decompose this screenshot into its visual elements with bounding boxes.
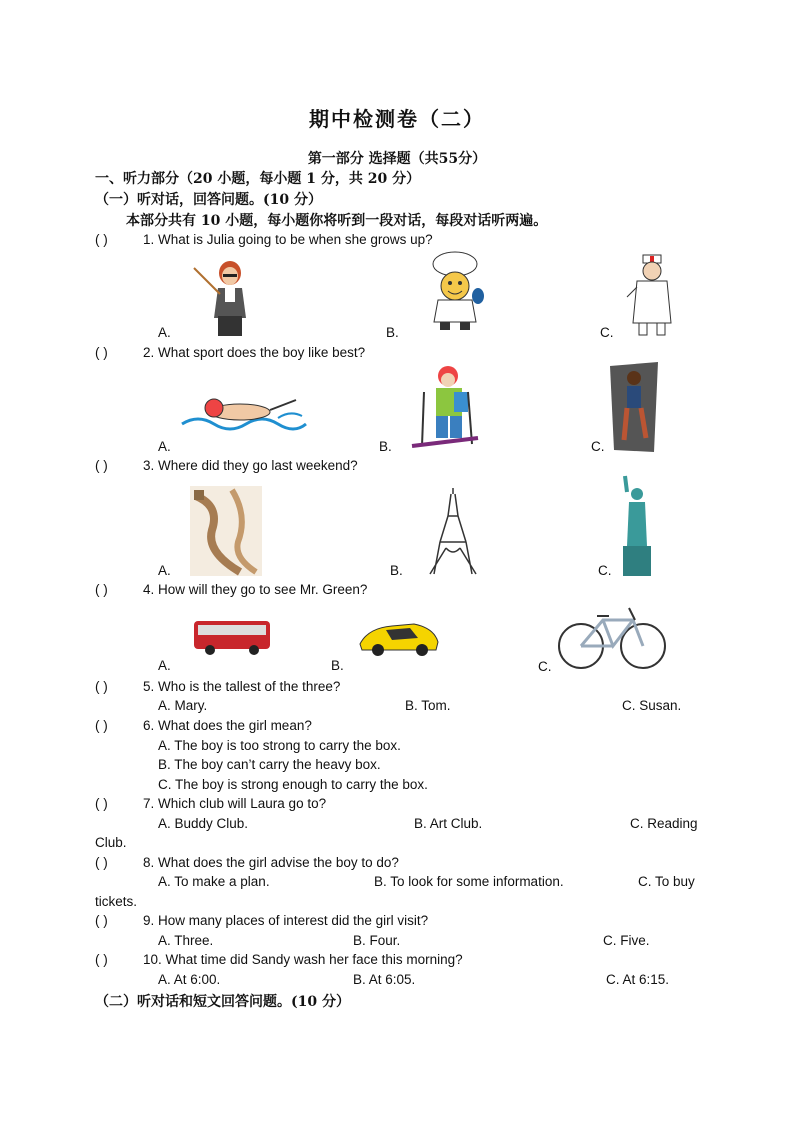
question-5: 5. Who is the tallest of the three?: [143, 679, 341, 694]
question-4: 4. How will they go to see Mr. Green?: [143, 582, 368, 597]
bicycle-picture: [557, 602, 667, 672]
great-wall-picture: [190, 486, 262, 576]
part-subtitle: 第一部分 选择题（共55分）: [307, 151, 487, 167]
option-c[interactable]: C.: [591, 439, 605, 454]
answer-bracket[interactable]: ( ): [95, 232, 108, 247]
part1-instruction: 本部分共有 10 小题，每小题你将听到一段对话，每段对话听两遍。: [126, 213, 548, 229]
option-c-continued: Club.: [95, 835, 127, 850]
option-b[interactable]: B. The boy can’t carry the heavy box.: [158, 757, 381, 772]
option-a[interactable]: A.: [158, 325, 171, 340]
option-b[interactable]: B.: [379, 439, 392, 454]
option-a[interactable]: A. Mary.: [158, 698, 208, 713]
eiffel-tower-picture: [426, 488, 480, 576]
option-c[interactable]: C. The boy is strong enough to carry the box.: [158, 777, 428, 792]
question-8: 8. What does the girl advise the boy to do?: [143, 855, 399, 870]
statue-of-liberty-picture: [615, 474, 659, 576]
page-title: 期中检测卷（二）: [309, 107, 485, 131]
option-c[interactable]: C.: [598, 563, 612, 578]
answer-bracket[interactable]: ( ): [95, 458, 108, 473]
option-a[interactable]: A.: [158, 658, 171, 673]
section-heading: 一、听力部分（20 小题，每小题 1 分，共 20 分）: [95, 171, 421, 187]
option-b[interactable]: B. At 6:05.: [353, 972, 416, 987]
car-picture: [358, 614, 440, 660]
climbing-picture: [610, 362, 660, 454]
answer-bracket[interactable]: ( ): [95, 679, 108, 694]
option-b[interactable]: B. Tom.: [405, 698, 451, 713]
option-b[interactable]: B. Four.: [353, 933, 401, 948]
answer-bracket[interactable]: ( ): [95, 718, 108, 733]
chef-picture: [420, 250, 490, 332]
question-6: 6. What does the girl mean?: [143, 718, 312, 733]
question-2: 2. What sport does the boy like best?: [143, 345, 366, 360]
option-b[interactable]: B. To look for some information.: [374, 874, 564, 889]
option-c[interactable]: C. At 6:15.: [606, 972, 670, 987]
question-3: 3. Where did they go last weekend?: [143, 458, 358, 473]
teacher-picture: [192, 258, 262, 340]
answer-bracket[interactable]: ( ): [95, 796, 108, 811]
question-7: 7. Which club will Laura go to?: [143, 796, 327, 811]
question-10: 10. What time did Sandy wash her face this morning?: [143, 952, 463, 967]
bus-picture: [192, 617, 272, 657]
option-c[interactable]: C. Reading: [630, 816, 698, 831]
option-c[interactable]: C.: [538, 659, 552, 674]
option-c[interactable]: C. Five.: [603, 933, 650, 948]
swimming-picture: [178, 390, 310, 436]
option-a[interactable]: A. The boy is too strong to carry the box.: [158, 738, 401, 753]
answer-bracket[interactable]: ( ): [95, 952, 108, 967]
answer-bracket[interactable]: ( ): [95, 582, 108, 597]
answer-bracket[interactable]: ( ): [95, 913, 108, 928]
option-b[interactable]: B.: [331, 658, 344, 673]
option-b[interactable]: B. Art Club.: [414, 816, 483, 831]
option-c-continued: tickets.: [95, 894, 138, 909]
answer-bracket[interactable]: ( ): [95, 855, 108, 870]
option-b[interactable]: B.: [390, 563, 403, 578]
option-a[interactable]: A.: [158, 439, 171, 454]
answer-bracket[interactable]: ( ): [95, 345, 108, 360]
option-c[interactable]: C. Susan.: [622, 698, 682, 713]
part2-heading: （二）听对话和短文回答问题。(10 分）: [95, 994, 350, 1010]
option-c[interactable]: C.: [600, 325, 614, 340]
option-a[interactable]: A. Buddy Club.: [158, 816, 249, 831]
option-a[interactable]: A.: [158, 563, 171, 578]
option-a[interactable]: A. Three.: [158, 933, 214, 948]
option-a[interactable]: A. At 6:00.: [158, 972, 221, 987]
part1-heading: （一）听对话，回答问题。(10 分）: [95, 192, 322, 208]
doctor-picture: [625, 253, 680, 339]
option-c[interactable]: C. To buy: [638, 874, 695, 889]
question-9: 9. How many places of interest did the girl visit?: [143, 913, 429, 928]
option-a[interactable]: A. To make a plan.: [158, 874, 270, 889]
skiing-picture: [408, 362, 480, 454]
question-1: 1. What is Julia going to be when she grows up?: [143, 232, 433, 247]
option-b[interactable]: B.: [386, 325, 399, 340]
